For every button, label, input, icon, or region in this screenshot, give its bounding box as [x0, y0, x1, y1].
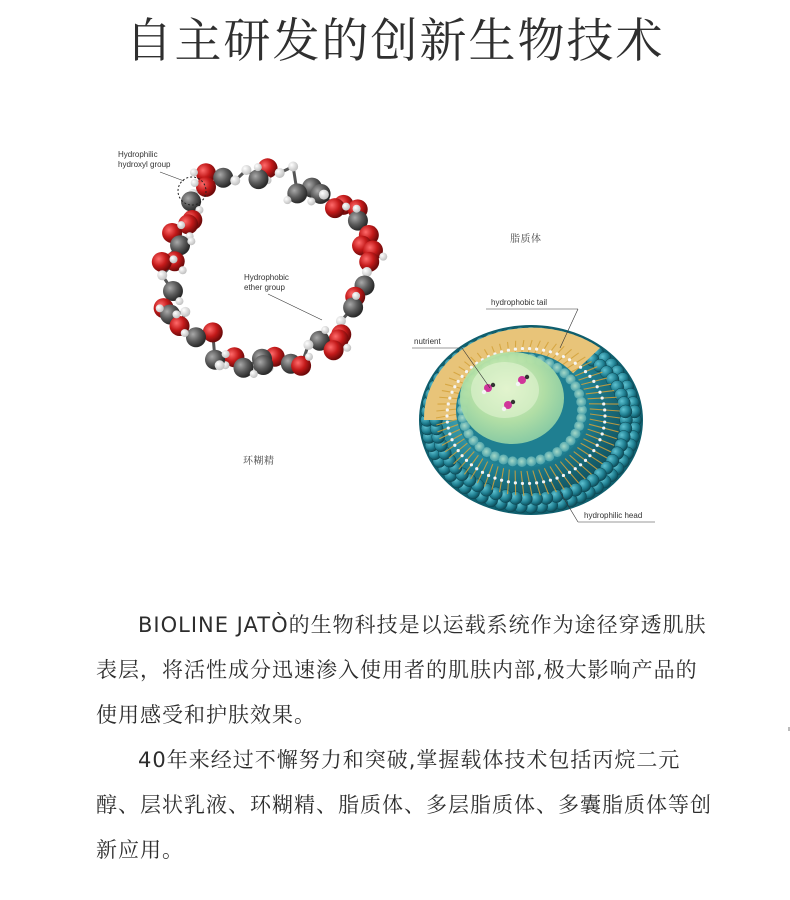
page-title: 自主研发的创新生物技术	[125, 14, 665, 69]
hydrophilic-head-label: hydrophilic head	[584, 511, 643, 520]
hydroxyl-label-line2: hydroxyl group	[118, 160, 171, 169]
hydroxyl-label-line1: Hydrophilic	[118, 150, 158, 159]
ether-leader-line	[268, 294, 322, 320]
nutrient-label: nutrient	[414, 337, 441, 346]
ether-label	[244, 273, 289, 293]
liposome-caption: 脂质体	[510, 234, 542, 245]
hydroxyl-label	[118, 150, 170, 170]
hydrophobic-tail-label: hydrophobic tail	[491, 298, 548, 307]
description-paragraph-2: 40年来经过不懈努力和突破,掌握载体技术包括丙烷二元醇、层状乳液、环糊精、脂质体、多层脂质体、多囊脂质体等创新应用。	[96, 748, 712, 862]
ether-label-line1: Hydrophobic	[244, 273, 289, 282]
hydroxyl-leader-line	[160, 172, 184, 181]
liposome-model	[419, 325, 643, 515]
cyclodextrin-caption: 环糊精	[243, 456, 275, 467]
description-paragraph-1: BIOLINE JATÒ的生物科技是以运载系统作为途径穿透肌肤表层，将活性成分迅速渗入使用者的肌肤内部,极大影响产品的使用感受和护肤效果。	[96, 613, 707, 727]
cyclodextrin-model	[152, 158, 387, 378]
description	[96, 603, 716, 873]
ether-label-line2: ether group	[244, 283, 285, 292]
